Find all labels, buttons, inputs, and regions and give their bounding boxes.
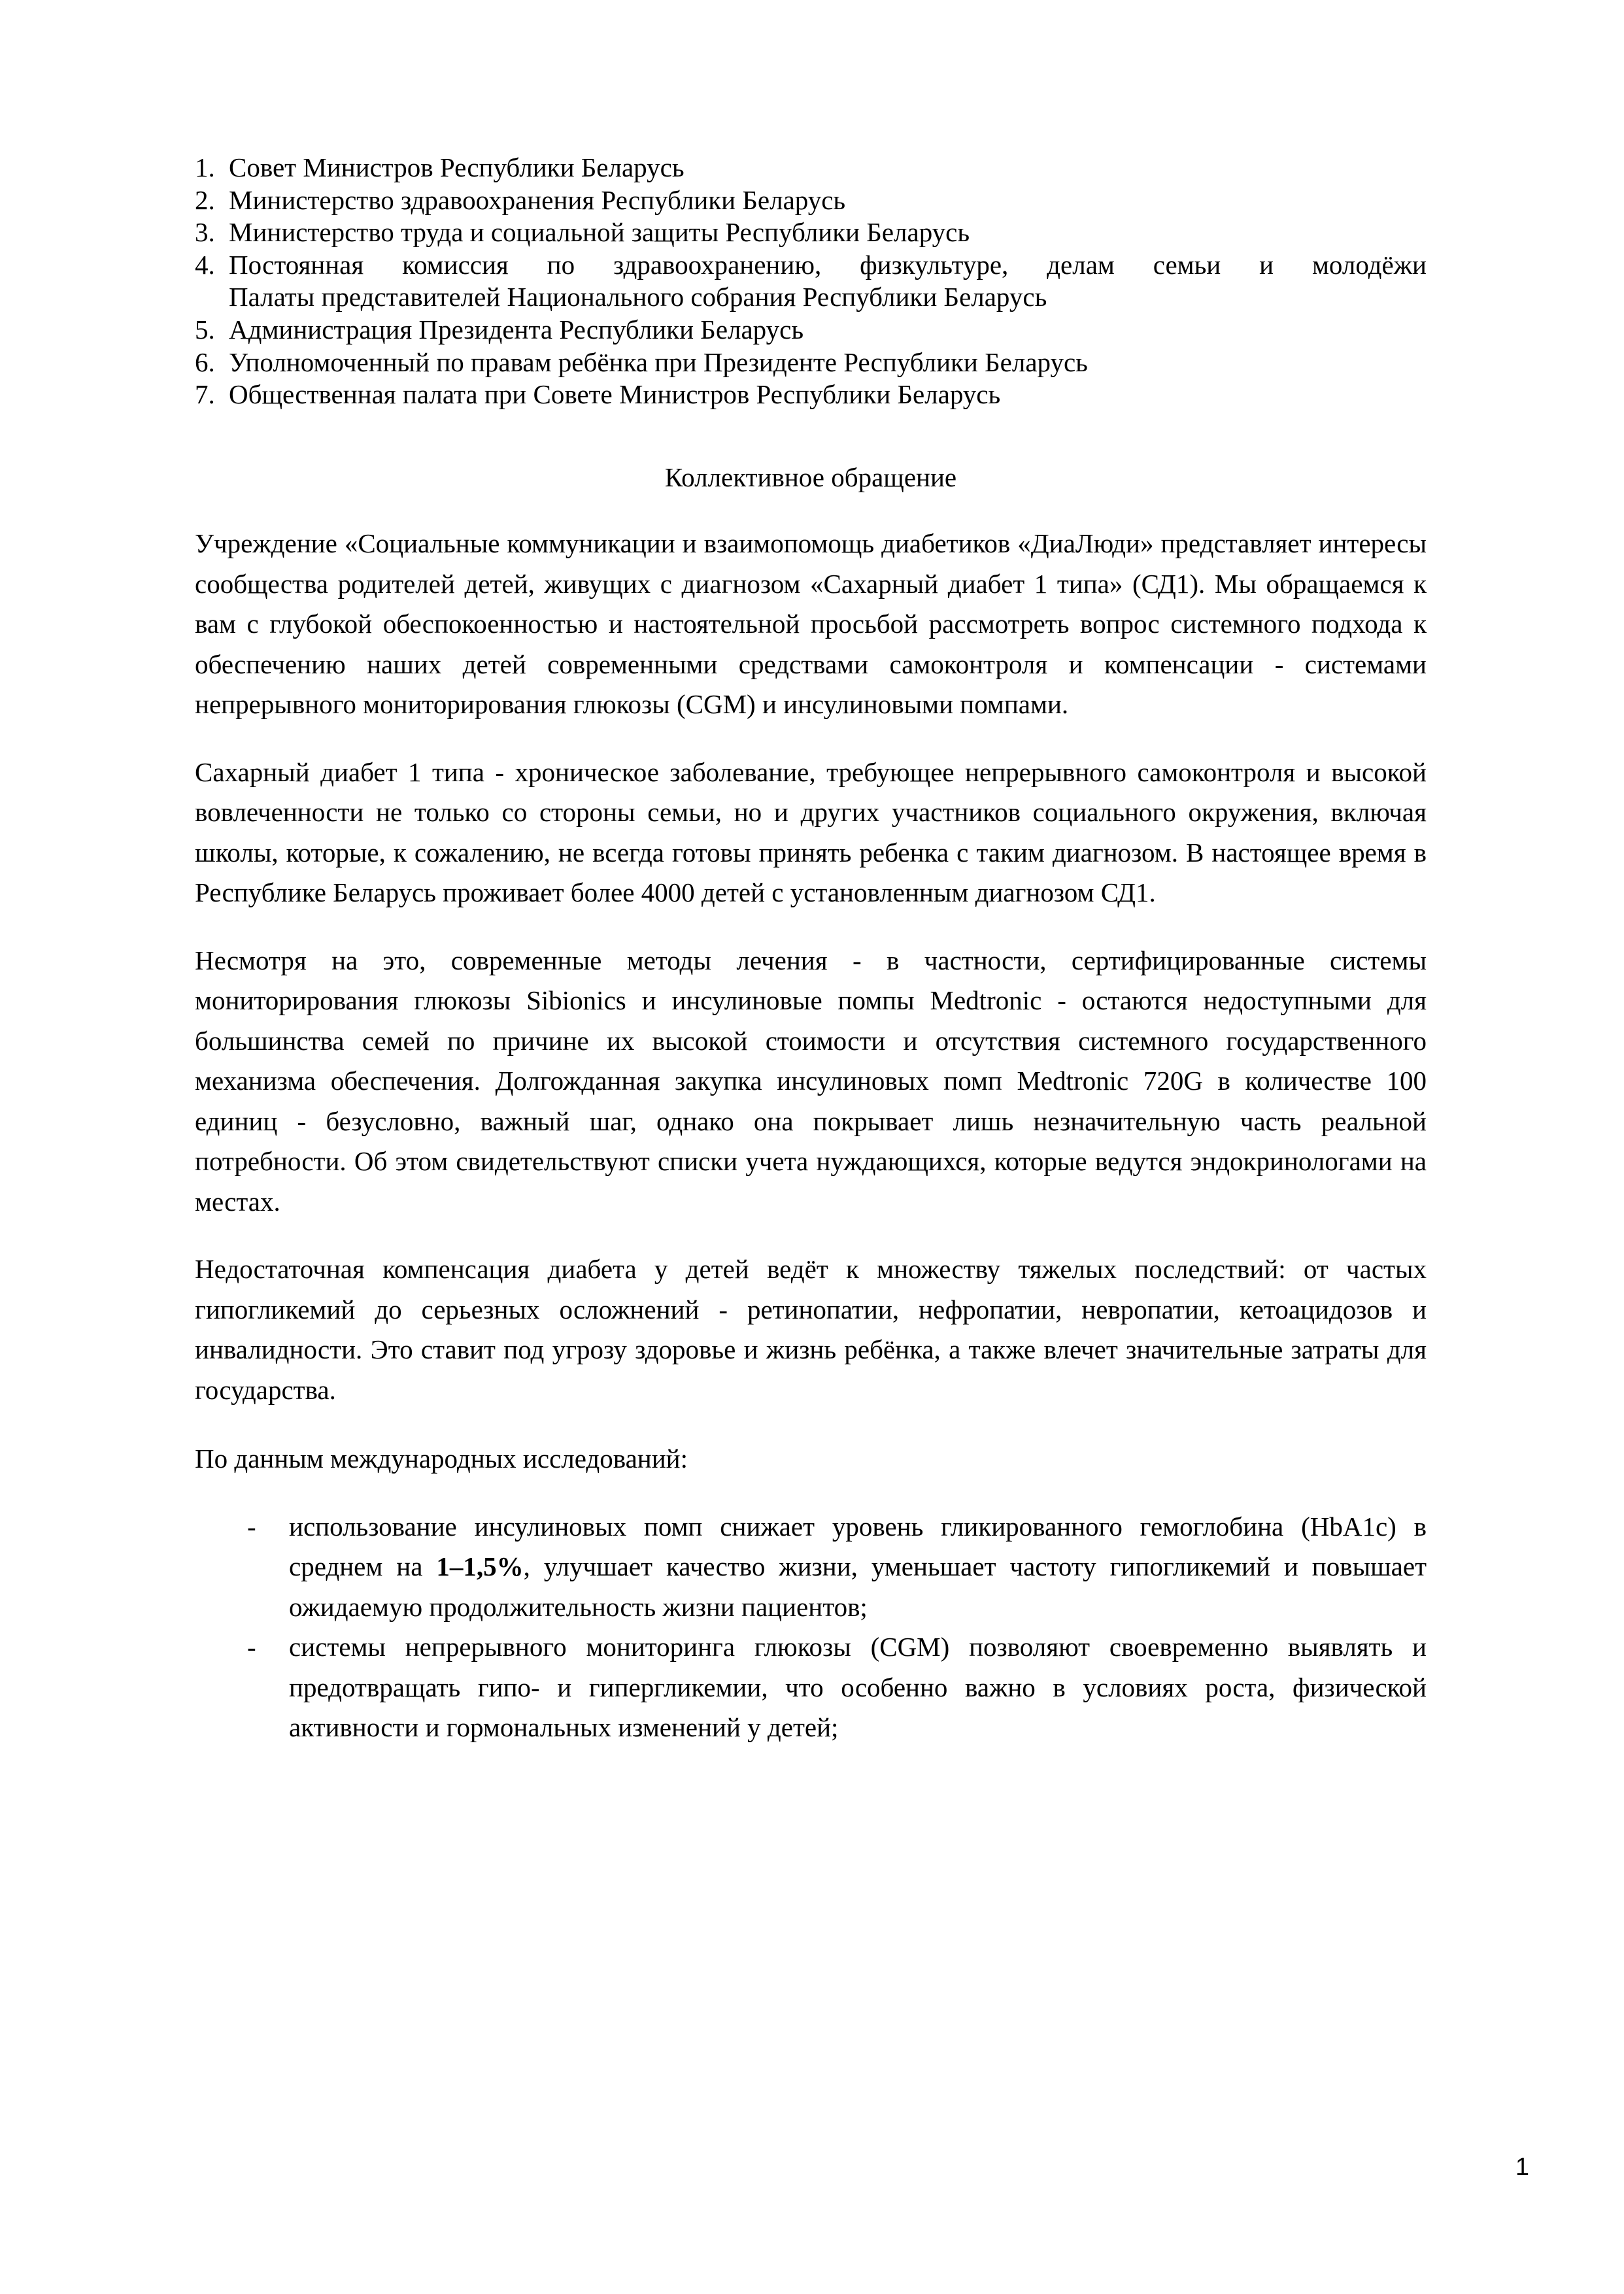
recipient-item-4 bbox=[195, 249, 1427, 314]
recipient-label: Министерство здравоохранения Республики Беларусь bbox=[229, 184, 846, 215]
recipient-label-line2: Палаты представителей Национального собрания Республики Беларусь bbox=[229, 282, 1047, 312]
recipient-number: 1. bbox=[195, 152, 215, 182]
paragraph-intro: Учреждение «Социальные коммуникации и взаимопомощь диабетиков «ДиаЛюди» представляет интересы сообщества родителей детей, живущих с диагнозом «Сахарный диабет 1 типа» (СД1). Мы обращаемся к вам с глубокой обеспокоенностью и настоятельной просьбой рассмотреть вопрос системного подхода к обеспечению наших детей современными средствами самоконтроля и компенсации - системами непрерывного мониторирования глюкозы (CGM) и инсулиновыми помпами. bbox=[195, 528, 1427, 720]
recipient-item-2 bbox=[195, 184, 1427, 217]
dash-bullet-icon: - bbox=[247, 1511, 256, 1542]
recipient-number: 2. bbox=[195, 184, 215, 215]
dash-bullet-icon: - bbox=[247, 1632, 256, 1662]
list-item bbox=[195, 1627, 1427, 1748]
paragraph-research-lead-in: По данным международных исследований: bbox=[195, 1443, 688, 1474]
list-item-text-part1: использование инсулиновых помп снижает уровень гликированного гемоглобина (HbA1c) в среднем на bbox=[289, 1511, 1427, 1582]
recipient-label: Совет Министров Республики Беларусь bbox=[229, 152, 685, 182]
recipient-number: 3. bbox=[195, 217, 215, 248]
research-findings-list bbox=[195, 1507, 1427, 1748]
recipient-item-1 bbox=[195, 152, 1427, 184]
recipient-number: 6. bbox=[195, 346, 215, 377]
recipient-label: Министерство труда и социальной защиты Республики Беларусь bbox=[229, 217, 970, 248]
recipient-number: 7. bbox=[195, 379, 215, 410]
paragraph-disease-overview: Сахарный диабет 1 типа - хроническое заболевание, требующее непрерывного самоконтроля и высокой вовлеченности не только со стороны семьи, но и других участников социального окружения, включая школы, которые, к сожалению, не всегда готовы принять ребенка с таким диагнозом. В настоящее время в Республике Беларусь проживает более 4000 детей с установленным диагнозом СД1. bbox=[195, 756, 1427, 908]
recipient-label: Администрация Президента Республики Беларусь bbox=[229, 314, 804, 345]
recipient-item-6 bbox=[195, 346, 1427, 379]
paragraph-availability: Несмотря на это, современные методы лечения - в частности, сертифицированные системы мониторирования глюкозы Sibionics и инсулиновые помпы Medtronic - остаются недоступными для большинства семей по причине их высокой стоимости и отсутствия системного государственного механизма обеспечения. Долгожданная закупка инсулиновых помп Medtronic 720G в количестве 100 единиц - безусловно, важный шаг, однако она покрывает лишь незначительную часть реальной потребности. Об этом свидетельствуют списки учета нуждающихся, которые ведутся эндокринологами на местах. bbox=[195, 945, 1427, 1217]
recipient-number: 5. bbox=[195, 314, 215, 345]
document-content bbox=[195, 152, 1427, 1748]
recipient-item-7 bbox=[195, 379, 1427, 411]
recipient-list bbox=[195, 152, 1427, 411]
list-item-text-part2: , улучшает качество жизни, уменьшает частоту гипогликемий и повышает ожидаемую продолжительность жизни пациентов; bbox=[289, 1551, 1427, 1622]
page-number: 1 bbox=[1515, 2153, 1529, 2181]
recipient-label: Уполномоченный по правам ребёнка при Президенте Республики Беларусь bbox=[229, 346, 1088, 377]
recipient-item-3 bbox=[195, 216, 1427, 249]
list-item bbox=[195, 1507, 1427, 1628]
recipient-label: Общественная палата при Совете Министров Республики Беларусь bbox=[229, 379, 1001, 410]
list-item-text-part1: системы непрерывного мониторинга глюкозы (CGM) позволяют своевременно выявлять и предотвращать гипо- и гипергликемии, что особенно важно в условиях роста, физической активности и гормональных изменений у детей; bbox=[289, 1632, 1427, 1743]
document-title: Коллективное обращение bbox=[664, 462, 957, 492]
paragraph-consequences: Недостаточная компенсация диабета у детей ведёт к множеству тяжелых последствий: от частых гипогликемий до серьезных осложнений - ретинопатии, нефропатии, невропатии, кетоацидозов и инвалидности. Это ставит под угрозу здоровье и жизнь ребёнка, а также влечет значительные затраты для государства. bbox=[195, 1254, 1427, 1405]
recipient-item-5 bbox=[195, 314, 1427, 346]
recipient-label bbox=[229, 249, 1427, 314]
list-item-emphasis: 1–1,5% bbox=[436, 1551, 524, 1582]
recipient-number: 4. bbox=[195, 249, 215, 280]
recipient-label-line1: Постоянная комиссия по здравоохранению, физкультуре, делам семьи и молодёжи bbox=[229, 249, 1427, 280]
